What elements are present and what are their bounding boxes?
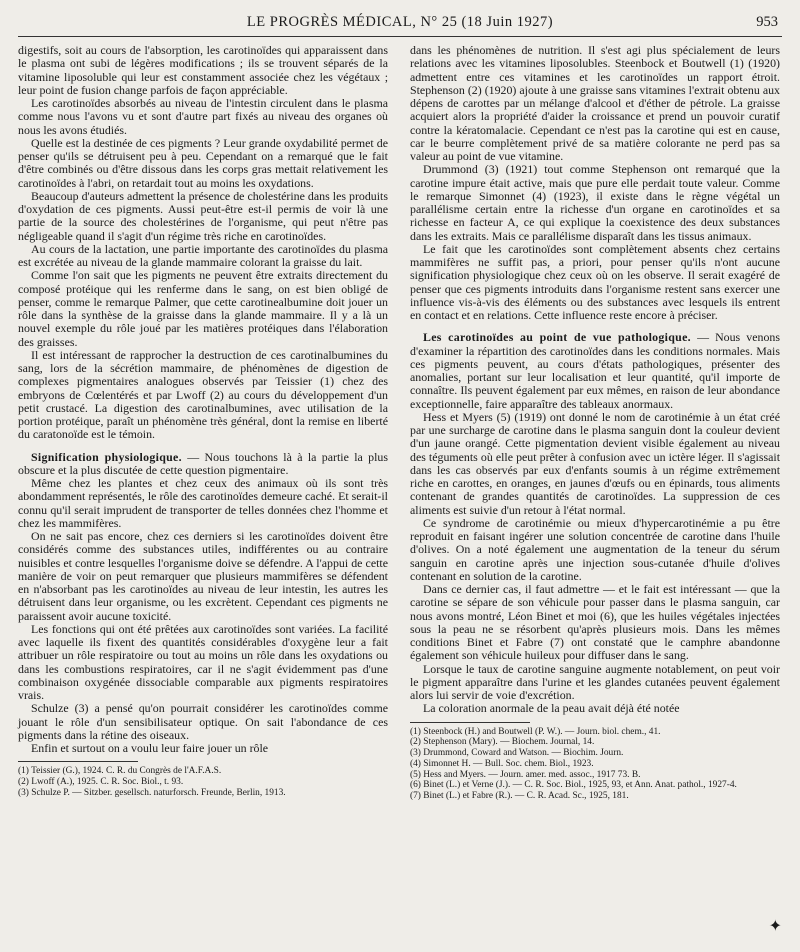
right-column — [410, 44, 780, 802]
paragraph: Les carotinoïdes absorbés au niveau de l'intestin circulent dans le plasma comme nous l'avons vu et sont d'autre part fixés au niveau des organes où nous les avons étudiés. — [18, 96, 388, 137]
paragraph: dans les phénomènes de nutrition. Il s'est agi plus spécialement de leurs relations avec les vitamines liposolubles. Steenbock et Boutwell (1) (1920) admettent entre ces vitamines et les carotinoïdes un rapport étroit. Stephenson (2) (1920) ajoute à une graisse sans vitamines l'extrait obtenu aux dépens de carottes par un mélange d'alcool et d'éther de pétrole. La graisse acquiert alors la propriété d'aider la croissance et prend un pouvoir curatif contre la kératomalacie. Cependant ce n'est pas la carotine qui est en cause, car le beurre complètement privé de sa matière colorante ne perd pas sa valeur au point de vue vitamine. — [410, 43, 780, 163]
footnote: (4) Simonnet H. — Bull. Soc. chem. Biol., 1923. — [410, 758, 594, 769]
paragraph: Il est intéressant de rapprocher la destruction de ces carotinalbumines du sang, lors de la sécrétion mammaire, de phénomènes de digestion de complexes pigmentaires analogues observés par Teissier (1) chez des embryons de Cœlentérés et par Lwoff (2) au cours du développement d'un petit crustacé. La digestion des carotinalbumines, avec utilisation de la portion protéique, paraît un phénomène très général, dont la remise en liberté du caratonoïde est le témoin. — [18, 347, 388, 442]
paragraph: La coloration anormale de la peau avait déjà été notée — [423, 701, 680, 716]
paragraph: Drummond (3) (1921) tout comme Stephenson ont remarqué que la carotine impure était active, mais que pure elle perdait toute valeur. Comme le remarque Simonnet (4) (1923), il existe dans le règne végétal un parallélisme certain entre la richesse d'un organe en carotinoïdes et sa richesse en facteur A, ce qui explique la coexistence des deux substances dans les extraits. Mais ce parallélisme disparaît dans les tissus animaux. — [410, 162, 780, 243]
footnote: (1) Steenbock (H.) and Boutwell (P. W.). — Journ. biol. chem., 41. — [410, 726, 661, 737]
footnote: (2) Lwoff (A.), 1925. C. R. Soc. Biol., t. 93. — [18, 777, 184, 788]
footnote: (2) Stephenson (Mary). — Biochem. Journal, 14. — [410, 737, 595, 748]
paragraph: Dans ce dernier cas, il faut admettre — et le fait est intéressant — que la carotine se sépare de son véhicule pour passer dans le plasma sanguin, car nous avons montré, Léon Binet et moi (6), que les huiles végétales injectées sous la peau ne se résorbent qu'après plusieurs mois. Dans les mêmes conditions Binet et Fabre (7) ont constaté que le camphre abandonne également son véhicule huileux pour diffuser dans le sang. — [410, 582, 780, 663]
left-column — [18, 44, 388, 799]
section-subheading: Les carotinoïdes au point de vue pathologique. — [423, 330, 691, 345]
section-subheading: Signification physiologique. — [31, 449, 182, 464]
paragraph: Les fonctions qui ont été prêtées aux carotinoïdes sont variées. La facilité avec laquelle ils fixent des quantités considérables d'oxygène leur a fait attribuer un rôle respiratoire ou tout au moins un rôle dans les oxydations ou dans les combustions respiratoires, car il ne s'agit évidemment pas d'une combinaison oxygénée dissociable comparable aux pigments respiratoires vrais. — [18, 621, 388, 702]
paragraph-text: — Nous touchons là à la partie la plus obscure et la plus discutée de cette question pigmentaire. — [18, 449, 388, 477]
paragraph: Beaucoup d'auteurs admettent la présence de cholestérine dans les produits d'oxydation de ces pigments. Aussi peut-être est-il permis de voir là une partie de la source des cholestérines de l'organisme, qui peut n'être pas négligeable quand il s'agit d'un régime très riche en carotinoïdes. — [18, 188, 388, 243]
paragraph: Schulze (3) a pensé qu'on pourrait considérer les carotinoïdes comme jouant le rôle d'un sensibilisateur optique. On sait l'abondance de ces pigments dans la rétine des oiseaux. — [18, 701, 388, 742]
footnote: (5) Hess and Myers. — Journ. amer. med. assoc., 1917 73. B. — [410, 769, 641, 780]
paragraph: On ne sait pas encore, chez ces derniers si les carotinoïdes doivent être considérés comme des substances utiles, indifférentes ou au contraire nuisibles et contre lesquelles l'organisme doive se défendre. A l'appui de cette manière de voir on peut remarquer que plusieurs mammifères se défendent en n'absorbant pas les carotinoïdes au niveau de leur intestin, les autres les détruisent dans leur organisme, ou les excrètent. Cependant ces pigments ne paraissent avoir aucune toxicité. — [18, 529, 388, 623]
footnote: (3) Schulze P. — Sitzber. gesellsch. naturforsch. Freunde, Berlin, 1913. — [18, 787, 286, 798]
section-paragraph — [410, 331, 780, 411]
paragraph: Ce syndrome de carotinémie ou mieux d'hypercarotinémie a pu être reproduit en faisant ingérer une solution concentrée de carotine dans l'huile d'olives. On a noté également une augmentation de la teneur du sérum sanguin en carotine après une injection sous-cutanée d'huile d'olives contenant en solution de la carotine. — [410, 515, 780, 583]
footnote-divider — [410, 722, 530, 723]
paragraph: Comme l'on sait que les pigments ne peuvent être extraits directement du composé protéique qui les renferme dans le sang, on est bien obligé de penser, comme le remarque Palmer, que cette carotinealbumine doit jouer un rôle dans la synthèse de la graisse dans la glande mammaire. Il y a là un nouvel exemple du rôle joué par les matières protéiques dans l'élaboration des graisses. — [18, 268, 388, 349]
footnote-divider — [18, 761, 138, 762]
running-header — [18, 12, 782, 37]
paragraph: Hess et Myers (5) (1919) ont donné le nom de carotinémie à un état créé par une surcharge de carotine dans le plasma sanguin dont la couleur devient d'un jaune orangé. Cette pigmentation devient visible également au niveau des téguments où elle peut prêter à confusion avec un ictère léger. Il s'agissait dans les cas observés par eux d'enfants soumis à un régime extrêmement riche en carottes, en oranges, en jaunes d'œufs ou en épinards, tous aliments contenant de grandes quantités de carotinoïdes. La suppression de ces aliments est suivie d'un retour à l'état normal. — [410, 409, 780, 517]
footnote: (6) Binet (L.) et Verne (J.). — C. R. Soc. Biol., 1925, 93, et Ann. Anat. pathol., 1927-4. — [410, 780, 737, 791]
footnote: (1) Teissier (G.), 1924. C. R. du Congrès de l'A.F.A.S. — [18, 766, 222, 777]
footnote: (3) Drummond, Coward and Watson. — Biochim. Journ. — [410, 748, 624, 759]
paragraph: Le fait que les carotinoïdes sont complètement absents chez certains mammifères ne suffit pas, a priori, pour penser qu'ils n'ont aucune signification physiologique chez ceux où on les observe. Il serait exagéré de penser que ces pigments introduits dans l'organisme restent sans exercer une influence vis-à-vis des éléments ou des substances avec lesquels ils entrent en contact et en relations. Cette influence reste encore à préciser. — [410, 241, 780, 322]
paragraph: Enfin et surtout on a voulu leur faire jouer un rôle — [31, 741, 269, 755]
journal-header-title: LE PROGRÈS MÉDICAL, N° 25 (18 Juin 1927) — [246, 14, 554, 30]
section-paragraph — [18, 451, 388, 478]
paragraph: Quelle est la destinée de ces pigments ? Leur grande oxydabilité permet de penser qu'ils se détruisent peu à peu. Cependant on a remarqué que le fait d'être combinés ou d'être dissous dans les corps gras mettait relativement les carotinoïdes à l'abri, on retardait tout au moins les oxydations. — [18, 135, 388, 190]
ornament-icon: ✦ — [768, 918, 782, 935]
paragraph-text: — Nous venons d'examiner la répartition des carotinoïdes dans les conditions normales. Mais ces pigments peuvent, au cours d'états pathologiques, présenter des anomalies, portant sur leur localisation et leur quantité, qu'il importe de connaître. Ils peuvent également par eux mêmes, en raison de leur abondance exceptionnelle, faire apparaître des tableaux anormaux. — [410, 330, 780, 411]
paragraph: Même chez les plantes et chez ceux des animaux où ils sont très abondamment représentés, le rôle des carotinoïdes demeure caché. Et serait-il connu qu'il serait imprudent de transporter de telles données chez l'homme et chez les mammifères. — [18, 476, 388, 530]
page-number: 953 — [756, 14, 778, 30]
paragraph: Au cours de la lactation, une partie importante des carotinoïdes du plasma est excrétée au niveau de la glande mammaire colorant la graisse du lait. — [18, 241, 388, 269]
paragraph: Lorsque le taux de carotine sanguine augmente notablement, on peut voir le pigment apparaître dans l'urine et les glandes cutanées peuvent également alors lui servir de voie d'excrétion. — [410, 661, 780, 702]
footnote: (7) Binet (L.) et Fabre (R.). — C. R. Acad. Sc., 1925, 181. — [410, 791, 629, 802]
paragraph: digestifs, soit au cours de l'absorption, les carotinoïdes qui apparaissent dans le plasma ont subi de légères modifications ; ils se trouvent séparés de la vitamine liposoluble qui leur est constamment associée chez les végétaux ; leur point de fusion change parfois de façon appréciable. — [18, 43, 388, 97]
